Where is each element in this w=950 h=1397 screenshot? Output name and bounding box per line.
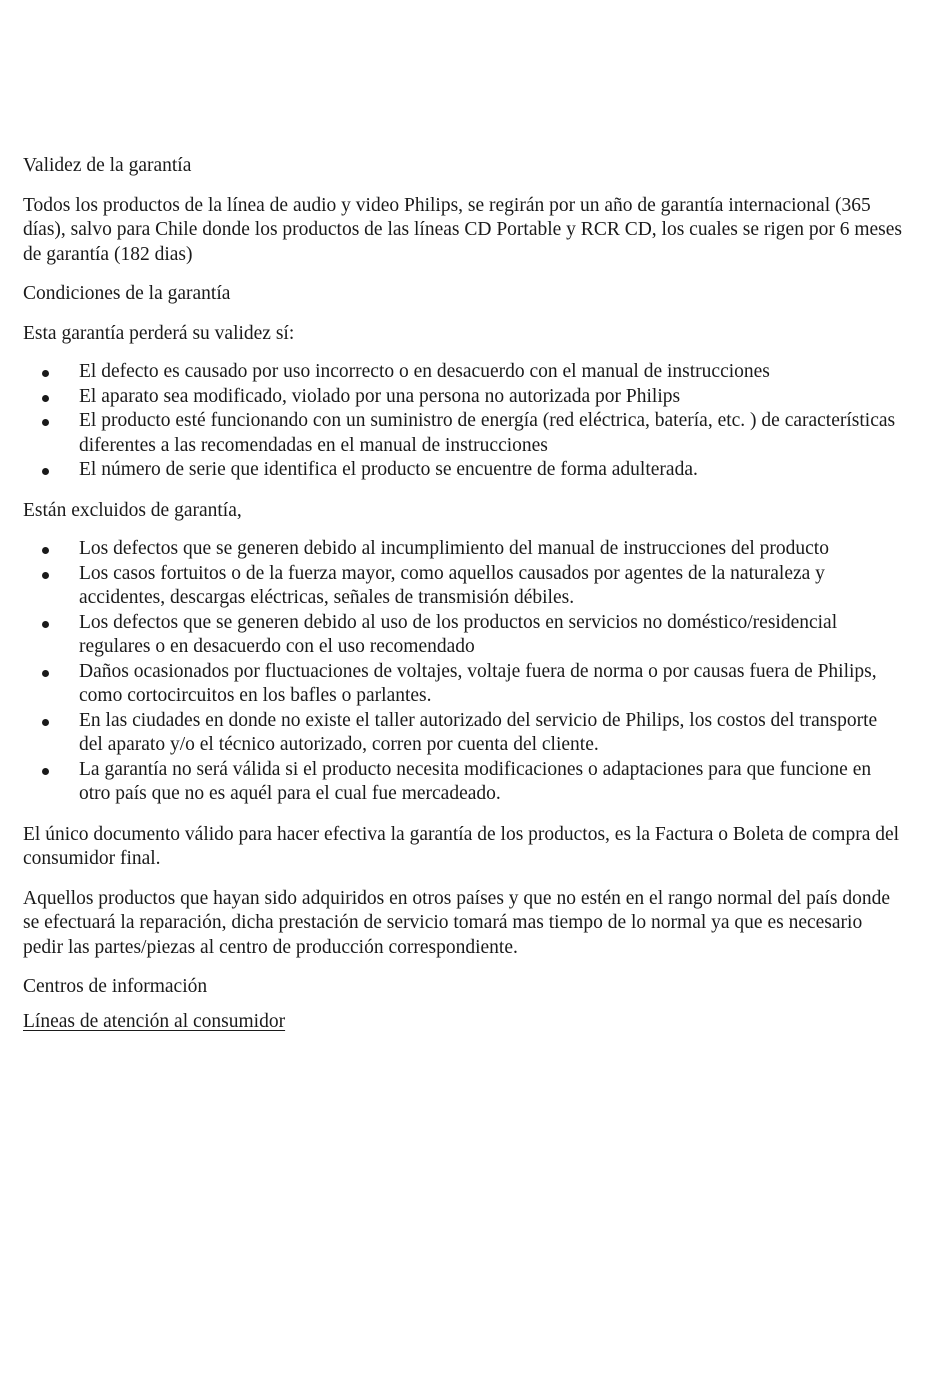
info-centers-heading: Centros de información — [23, 976, 208, 997]
list-item — [23, 537, 903, 562]
bullet-icon — [42, 395, 49, 402]
bullet-icon — [42, 572, 49, 579]
list-item — [23, 709, 903, 758]
list-item — [23, 385, 903, 410]
list-item — [23, 660, 903, 709]
warranty-document — [23, 154, 903, 1034]
bullet-icon — [42, 670, 49, 677]
exclusions-list — [23, 537, 903, 807]
list-item-text: En las ciudades en donde no existe el taller autorizado del servicio de Philips, los costos del transporte del aparato y/o el técnico autorizado, corren por cuenta del cliente. — [79, 709, 878, 755]
list-item — [23, 611, 903, 660]
validity-heading: Validez de la garantía — [23, 155, 192, 176]
list-item-text: Los casos fortuitos o de la fuerza mayor, como aquellos causados por agentes de la naturaleza y accidentes, descargas eléctricas, señales de transmisión débiles. — [79, 562, 825, 608]
bullet-icon — [42, 719, 49, 726]
validity-paragraph: Todos los productos de la línea de audio y video Philips, se regirán por un año de garantía internacional (365 días), salvo para Chile donde los productos de las líneas CD Portable y RCR CD, los cuales se rigen por 6 meses de garantía (182 dias) — [23, 194, 902, 265]
list-item-text: El aparato sea modificado, violado por una persona no autorizada por Philips — [79, 385, 681, 407]
list-item-text: Daños ocasionados por fluctuaciones de voltajes, voltaje fuera de norma o por causas fuera de Philips, como cortocircuitos en los bafles o parlantes. — [79, 660, 877, 706]
conditions-heading: Condiciones de la garantía — [23, 283, 231, 304]
list-item-text: Los defectos que se generen debido al uso de los productos en servicios no doméstico/residencial regulares o en desacuerdo con el uso recomendado — [79, 611, 838, 657]
list-item-text: Los defectos que se generen debido al incumplimiento del manual de instrucciones del producto — [79, 538, 829, 559]
bullet-icon — [42, 419, 49, 426]
list-item-text: El número de serie que identifica el producto se encuentre de forma adulterada. — [79, 459, 698, 480]
other-countries-paragraph: Aquellos productos que hayan sido adquiridos en otros países y que no estén en el rango normal del país donde se efectuará la reparación, dicha prestación de servicio tomará mas tiempo de lo normal ya que es necesario pedir las partes/piezas al centro de producción correspondiente. — [23, 887, 891, 958]
list-item — [23, 360, 903, 385]
list-item — [23, 758, 903, 807]
list-item-text: El defecto es causado por uso incorrecto o en desacuerdo con el manual de instrucciones — [79, 361, 770, 382]
exclusions-intro: Están excluidos de garantía, — [23, 499, 242, 521]
list-item — [23, 562, 903, 611]
list-item-text: El producto esté funcionando con un suministro de energía (red eléctrica, batería, etc. ) de características diferentes a las recomendadas en el manual de instrucciones — [79, 410, 896, 456]
list-item-text: La garantía no será válida si el producto necesita modificaciones o adaptaciones para que funcione en otro país que no es aquél para el cual fue mercadeado. — [79, 758, 872, 804]
list-item — [23, 409, 903, 458]
conditions-list — [23, 360, 903, 483]
consumer-lines-link[interactable]: Líneas de atención al consumidor — [23, 1010, 286, 1032]
bullet-icon — [42, 547, 49, 554]
list-item — [23, 458, 903, 483]
conditions-intro: Esta garantía perderá su validez sí: — [23, 322, 295, 344]
bullet-icon — [42, 370, 49, 377]
valid-document-paragraph: El único documento válido para hacer efectiva la garantía de los productos, es la Factura o Boleta de compra del consumidor final. — [23, 823, 900, 869]
bullet-icon — [42, 768, 49, 775]
bullet-icon — [42, 621, 49, 628]
bullet-icon — [42, 468, 49, 475]
